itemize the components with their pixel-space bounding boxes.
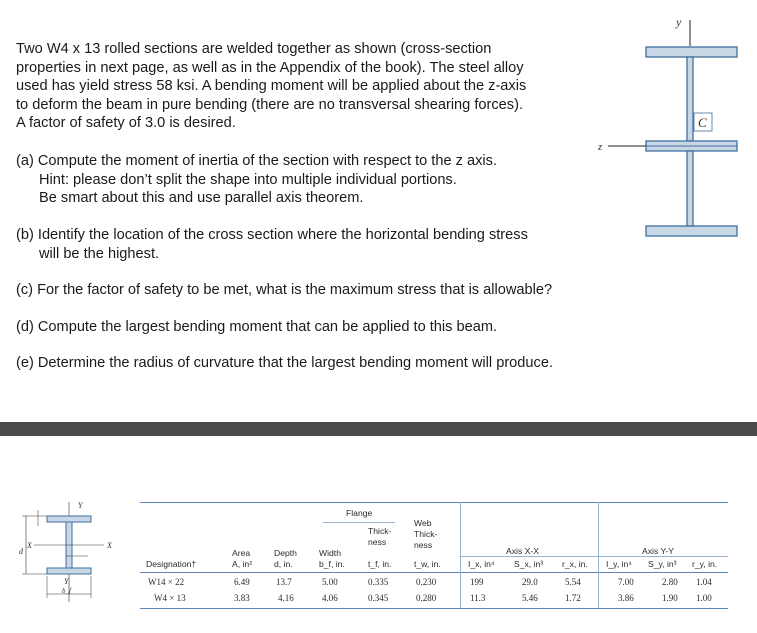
table-bottom-border (140, 608, 728, 609)
table-top-border (140, 502, 728, 503)
x-axis-label-right: X (107, 541, 112, 550)
row-area: 6.49 (234, 577, 250, 587)
ix-header: I_x, in⁴ (468, 559, 495, 569)
top-web (687, 57, 693, 141)
question-d (16, 318, 616, 337)
row-designation: W14 × 22 (148, 577, 185, 587)
w-shape-diagram (18, 496, 128, 611)
col-separator (598, 502, 599, 608)
iy-header: I_y, in⁴ (606, 559, 632, 569)
depth-unit: d, in. (274, 559, 293, 569)
row-tw: 0.230 (416, 577, 437, 587)
properties-table (140, 494, 730, 614)
question-text: (d) Compute the largest bending moment that can be applied to this beam. (16, 319, 498, 335)
depth-header: Depth (274, 548, 297, 558)
z-axis-label: z (598, 141, 603, 153)
row-sx: 29.0 (522, 577, 538, 587)
bf-label: b_f (62, 587, 71, 595)
row-tf: 0.335 (368, 577, 389, 587)
row-tf: 0.345 (368, 593, 389, 603)
row-designation: W4 × 13 (154, 593, 186, 603)
width-header: Width (319, 548, 341, 558)
top-flange (47, 516, 91, 522)
question-c (16, 281, 616, 300)
row-sy: 2.80 (662, 577, 678, 587)
intro-line: properties in next page, as well as in the Appendix of the book). The steel alloy (16, 59, 524, 76)
question-b (16, 226, 616, 263)
flange-underline (323, 522, 395, 523)
thickness-header: Thick- (368, 526, 392, 536)
intro-line: used has yield stress 58 ksi. A bending moment will be applied about the z-axis (16, 78, 527, 95)
header-bottom-border (140, 572, 728, 573)
axis-xx-header: Axis X-X (506, 546, 539, 556)
row-sy: 1.90 (662, 593, 678, 603)
row-tw: 0.280 (416, 593, 437, 603)
bottom-lower-flange (646, 226, 737, 236)
intro-line: A factor of safety of 3.0 is desired. (16, 115, 236, 132)
question-hint: Hint: please don’t split the shape into multiple individual portions. (39, 171, 457, 188)
question-text: (a) Compute the moment of inertia of the section with respect to the z axis. (16, 153, 498, 169)
row-width: 4.06 (322, 593, 338, 603)
area-header: Area (232, 548, 251, 558)
row-rx: 5.54 (565, 577, 581, 587)
web-thickness-header: Web (414, 518, 432, 528)
row-ry: 1.00 (696, 593, 712, 603)
row-iy: 3.86 (618, 593, 634, 603)
problem-intro (16, 40, 616, 133)
row-rx: 1.72 (565, 593, 581, 603)
y-axis-label-bottom: Y (64, 577, 69, 586)
question-hint: Be smart about this and use parallel axis theorem. (39, 190, 364, 207)
sx-header: S_x, in³ (514, 559, 544, 569)
question-hint: will be the highest. (39, 245, 160, 262)
axis-xx-underline (460, 556, 600, 557)
top-upper-flange (646, 47, 737, 57)
row-sx: 5.46 (522, 593, 538, 603)
intro-line: to deform the beam in pure bending (there are no transversal shearing forces). (16, 96, 524, 113)
rx-header: r_x, in. (562, 559, 588, 569)
area-unit: A, in² (232, 559, 253, 569)
depth-label: d (19, 547, 23, 556)
centroid-label: C (698, 115, 707, 130)
ry-header: r_y, in. (692, 559, 718, 569)
axis-yy-header: Axis Y-Y (642, 546, 675, 556)
question-text: (c) For the factor of safety to be met, what is the maximum stress that is allowable? (16, 282, 553, 298)
bottom-flange (47, 568, 91, 574)
question-text: (b) Identify the location of the cross section where the horizontal bending stress (16, 227, 528, 243)
intro-line: Two W4 x 13 rolled sections are welded together as shown (cross-section (16, 41, 492, 57)
appendix-section (0, 436, 757, 633)
bottom-web (687, 151, 693, 226)
problem-statement (16, 40, 616, 371)
question-e (16, 354, 616, 373)
row-ix: 199 (470, 577, 484, 587)
row-iy: 7.00 (618, 577, 634, 587)
row-depth: 4.16 (278, 593, 294, 603)
sy-header: S_y, in³ (648, 559, 677, 569)
axis-yy-underline (598, 556, 728, 557)
web-thickness-header: ness (414, 540, 433, 550)
designation-header: Designation† (146, 559, 197, 569)
question-a (16, 152, 616, 208)
question-text: (e) Determine the radius of curvature that the largest bending moment will produce. (16, 355, 553, 371)
col-separator (460, 502, 461, 608)
row-ry: 1.04 (696, 577, 712, 587)
width-unit: b_f, in. (319, 559, 345, 569)
web-thickness-header: Thick- (414, 529, 438, 539)
row-ix: 11.3 (470, 593, 486, 603)
thickness-header: ness (368, 537, 387, 547)
x-axis-label-left: X (27, 541, 32, 550)
y-axis-label-top: Y (78, 501, 83, 510)
cross-section-figure (560, 0, 757, 260)
flange-header: Flange (346, 508, 373, 518)
row-depth: 13.7 (276, 577, 292, 587)
row-area: 3.83 (234, 593, 250, 603)
thickness-unit: t_f, in. (368, 559, 392, 569)
web-thickness-unit: t_w, in. (414, 559, 441, 569)
y-axis-label: y (676, 15, 682, 29)
page-divider (0, 422, 757, 436)
row-width: 5.00 (322, 577, 338, 587)
